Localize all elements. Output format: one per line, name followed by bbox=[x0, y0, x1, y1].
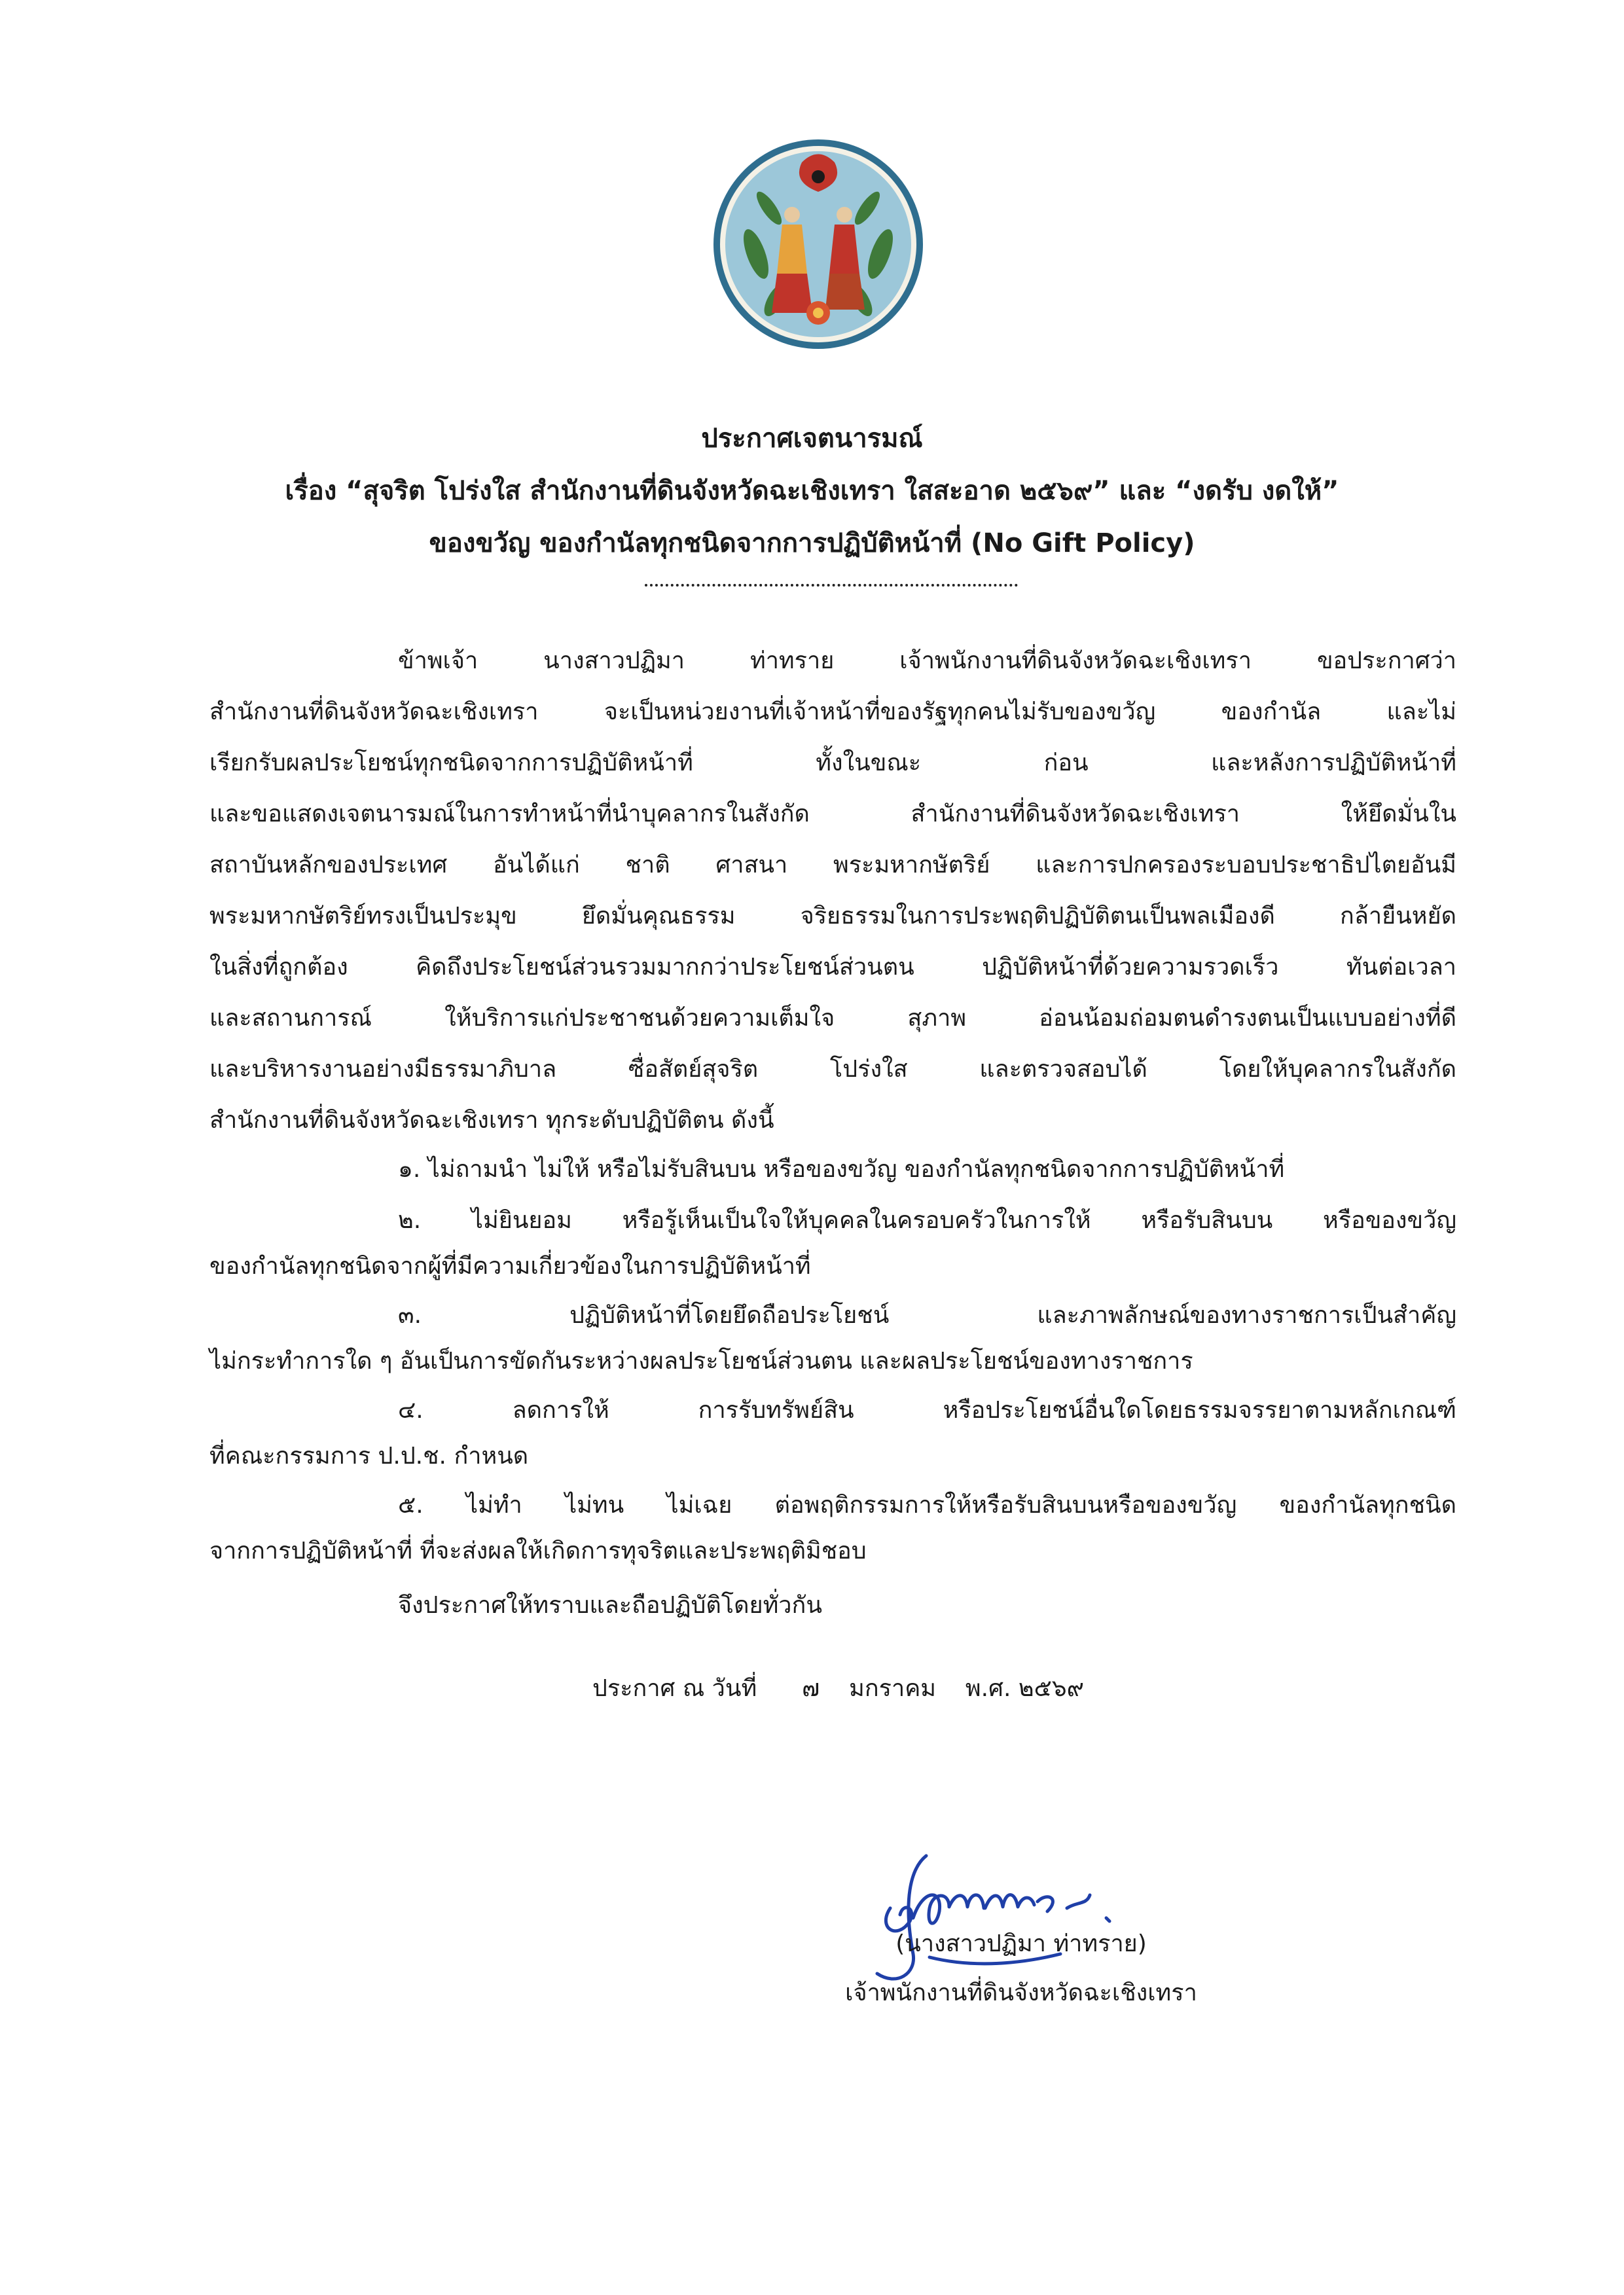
announcement-subject: เรื่อง “สุจริต โปร่งใส สำนักงานที่ดินจังหวัดฉะเชิงเทรา ใสสะอาด ๒๕๖๙” และ “งดรับ งดให้” bbox=[285, 476, 1339, 506]
paragraph-line: และบริหารงานอย่างมีธรรมาภิบาล ซื่อสัตย์สุจริต โปร่งใส และตรวจสอบได้ โดยให้บุคลากรในสังกัด bbox=[209, 1056, 1456, 1083]
paragraph-line: สำนักงานที่ดินจังหวัดฉะเชิงเทรา จะเป็นหน่วยงานที่เจ้าหน้าที่ของรัฐทุกคนไม่รับของขวัญ ของกำนัล และไม่ bbox=[209, 698, 1456, 725]
date-line bbox=[592, 1672, 1084, 1705]
date-day: ๗ bbox=[802, 1675, 820, 1702]
list-item-1: ๑. ไม่ถามนำ ไม่ให้ หรือไม่รับสินบน หรือของขวัญ ของกำนัลทุกชนิดจากการปฏิบัติหน้าที่ bbox=[398, 1156, 1285, 1183]
date-year: พ.ศ. ๒๕๖๙ bbox=[965, 1675, 1085, 1702]
handwritten-signature bbox=[851, 1830, 1178, 1987]
list-item-2: ๒. ไม่ยินยอม หรือรู้เห็นเป็นใจให้บุคคลในครอบครัวในการให้ หรือรับสินบน หรือของขวัญ bbox=[398, 1207, 1456, 1234]
signer-title: เจ้าพนักงานที่ดินจังหวัดฉะเชิงเทรา bbox=[845, 1979, 1197, 2006]
paragraph-line: สำนักงานที่ดินจังหวัดฉะเชิงเทรา ทุกระดับปฏิบัติตน ดังนี้ bbox=[209, 1107, 774, 1134]
paragraph-line: และขอแสดงเจตนารมณ์ในการทำหน้าที่นำบุคลากรในสังกัด สำนักงานที่ดินจังหวัดฉะเชิงเทรา ให้ยึดมั่นใน bbox=[209, 801, 1456, 827]
announcement-subject-cont: ของขวัญ ของกำนัลทุกชนิดจากการปฏิบัติหน้าที่ (No Gift Policy) bbox=[429, 528, 1195, 558]
list-item-3-cont: ไม่กระทำการใด ๆ อันเป็นการขัดกันระหว่างผลประโยชน์ส่วนตน และผลประโยชน์ของทางราชการ bbox=[209, 1348, 1193, 1375]
list-item-4-cont: ที่คณะกรรมการ ป.ป.ช. กำหนด bbox=[209, 1443, 529, 1470]
dotted-divider bbox=[645, 584, 1018, 587]
list-item-4: ๔. ลดการให้ การรับทรัพย์สิน หรือประโยชน์อื่นใดโดยธรรมจรรยาตามหลักเกณฑ์ bbox=[398, 1397, 1456, 1424]
signer-name: (นางสาวปฏิมา ท่าทราย) bbox=[895, 1930, 1147, 1957]
paragraph-line: เรียกรับผลประโยชน์ทุกชนิดจากการปฏิบัติหน้าที่ ทั้งในขณะ ก่อน และหลังการปฏิบัติหน้าที่ bbox=[209, 750, 1456, 776]
paragraph-line: พระมหากษัตริย์ทรงเป็นประมุข ยึดมั่นคุณธรรม จริยธรรมในการประพฤติปฏิบัติตนเป็นพลเมืองดี กล้ายืนหยัด bbox=[209, 903, 1456, 930]
paragraph-line: ในสิ่งที่ถูกต้อง คิดถึงประโยชน์ส่วนรวมมากกว่าประโยชน์ส่วนตน ปฏิบัติหน้าที่ด้วยความรวดเร็ว ทันต่อเวลา bbox=[209, 954, 1456, 981]
list-item-5-cont: จากการปฏิบัติหน้าที่ ที่จะส่งผลให้เกิดการทุจริตและประพฤติมิชอบ bbox=[209, 1538, 867, 1564]
paragraph-line: สถาบันหลักของประเทศ อันได้แก่ ชาติ ศาสนา พระมหากษัตริย์ และการปกครองระบอบประชาธิปไตยอันมี bbox=[209, 852, 1456, 878]
list-item-5: ๕. ไม่ทำ ไม่ทน ไม่เฉย ต่อพฤติกรรมการให้หรือรับสินบนหรือของขวัญ ของกำนัลทุกชนิด bbox=[398, 1492, 1456, 1519]
provincial-seal-icon bbox=[710, 136, 926, 352]
list-item-2-cont: ของกำนัลทุกชนิดจากผู้ที่มีความเกี่ยวข้องในการปฏิบัติหน้าที่ bbox=[209, 1253, 811, 1280]
date-month: มกราคม bbox=[849, 1675, 937, 1702]
date-prefix: ประกาศ ณ วันที่ bbox=[592, 1675, 757, 1702]
paragraph-line: และสถานการณ์ ให้บริการแก่ประชาชนด้วยความเต็มใจ สุภาพ อ่อนน้อมถ่อมตนดำรงตนเป็นแบบอย่างที่ดี bbox=[209, 1005, 1456, 1032]
announcement-title: ประกาศเจตนารมณ์ bbox=[701, 424, 923, 454]
closing-statement: จึงประกาศให้ทราบและถือปฏิบัติโดยทั่วกัน bbox=[398, 1592, 822, 1619]
list-item-3: ๓. ปฏิบัติหน้าที่โดยยึดถือประโยชน์ และภาพลักษณ์ของทางราชการเป็นสำคัญ bbox=[398, 1302, 1456, 1329]
paragraph-line: ข้าพเจ้า นางสาวปฏิมา ท่าทราย เจ้าพนักงานที่ดินจังหวัดฉะเชิงเทรา ขอประกาศว่า bbox=[398, 647, 1456, 674]
